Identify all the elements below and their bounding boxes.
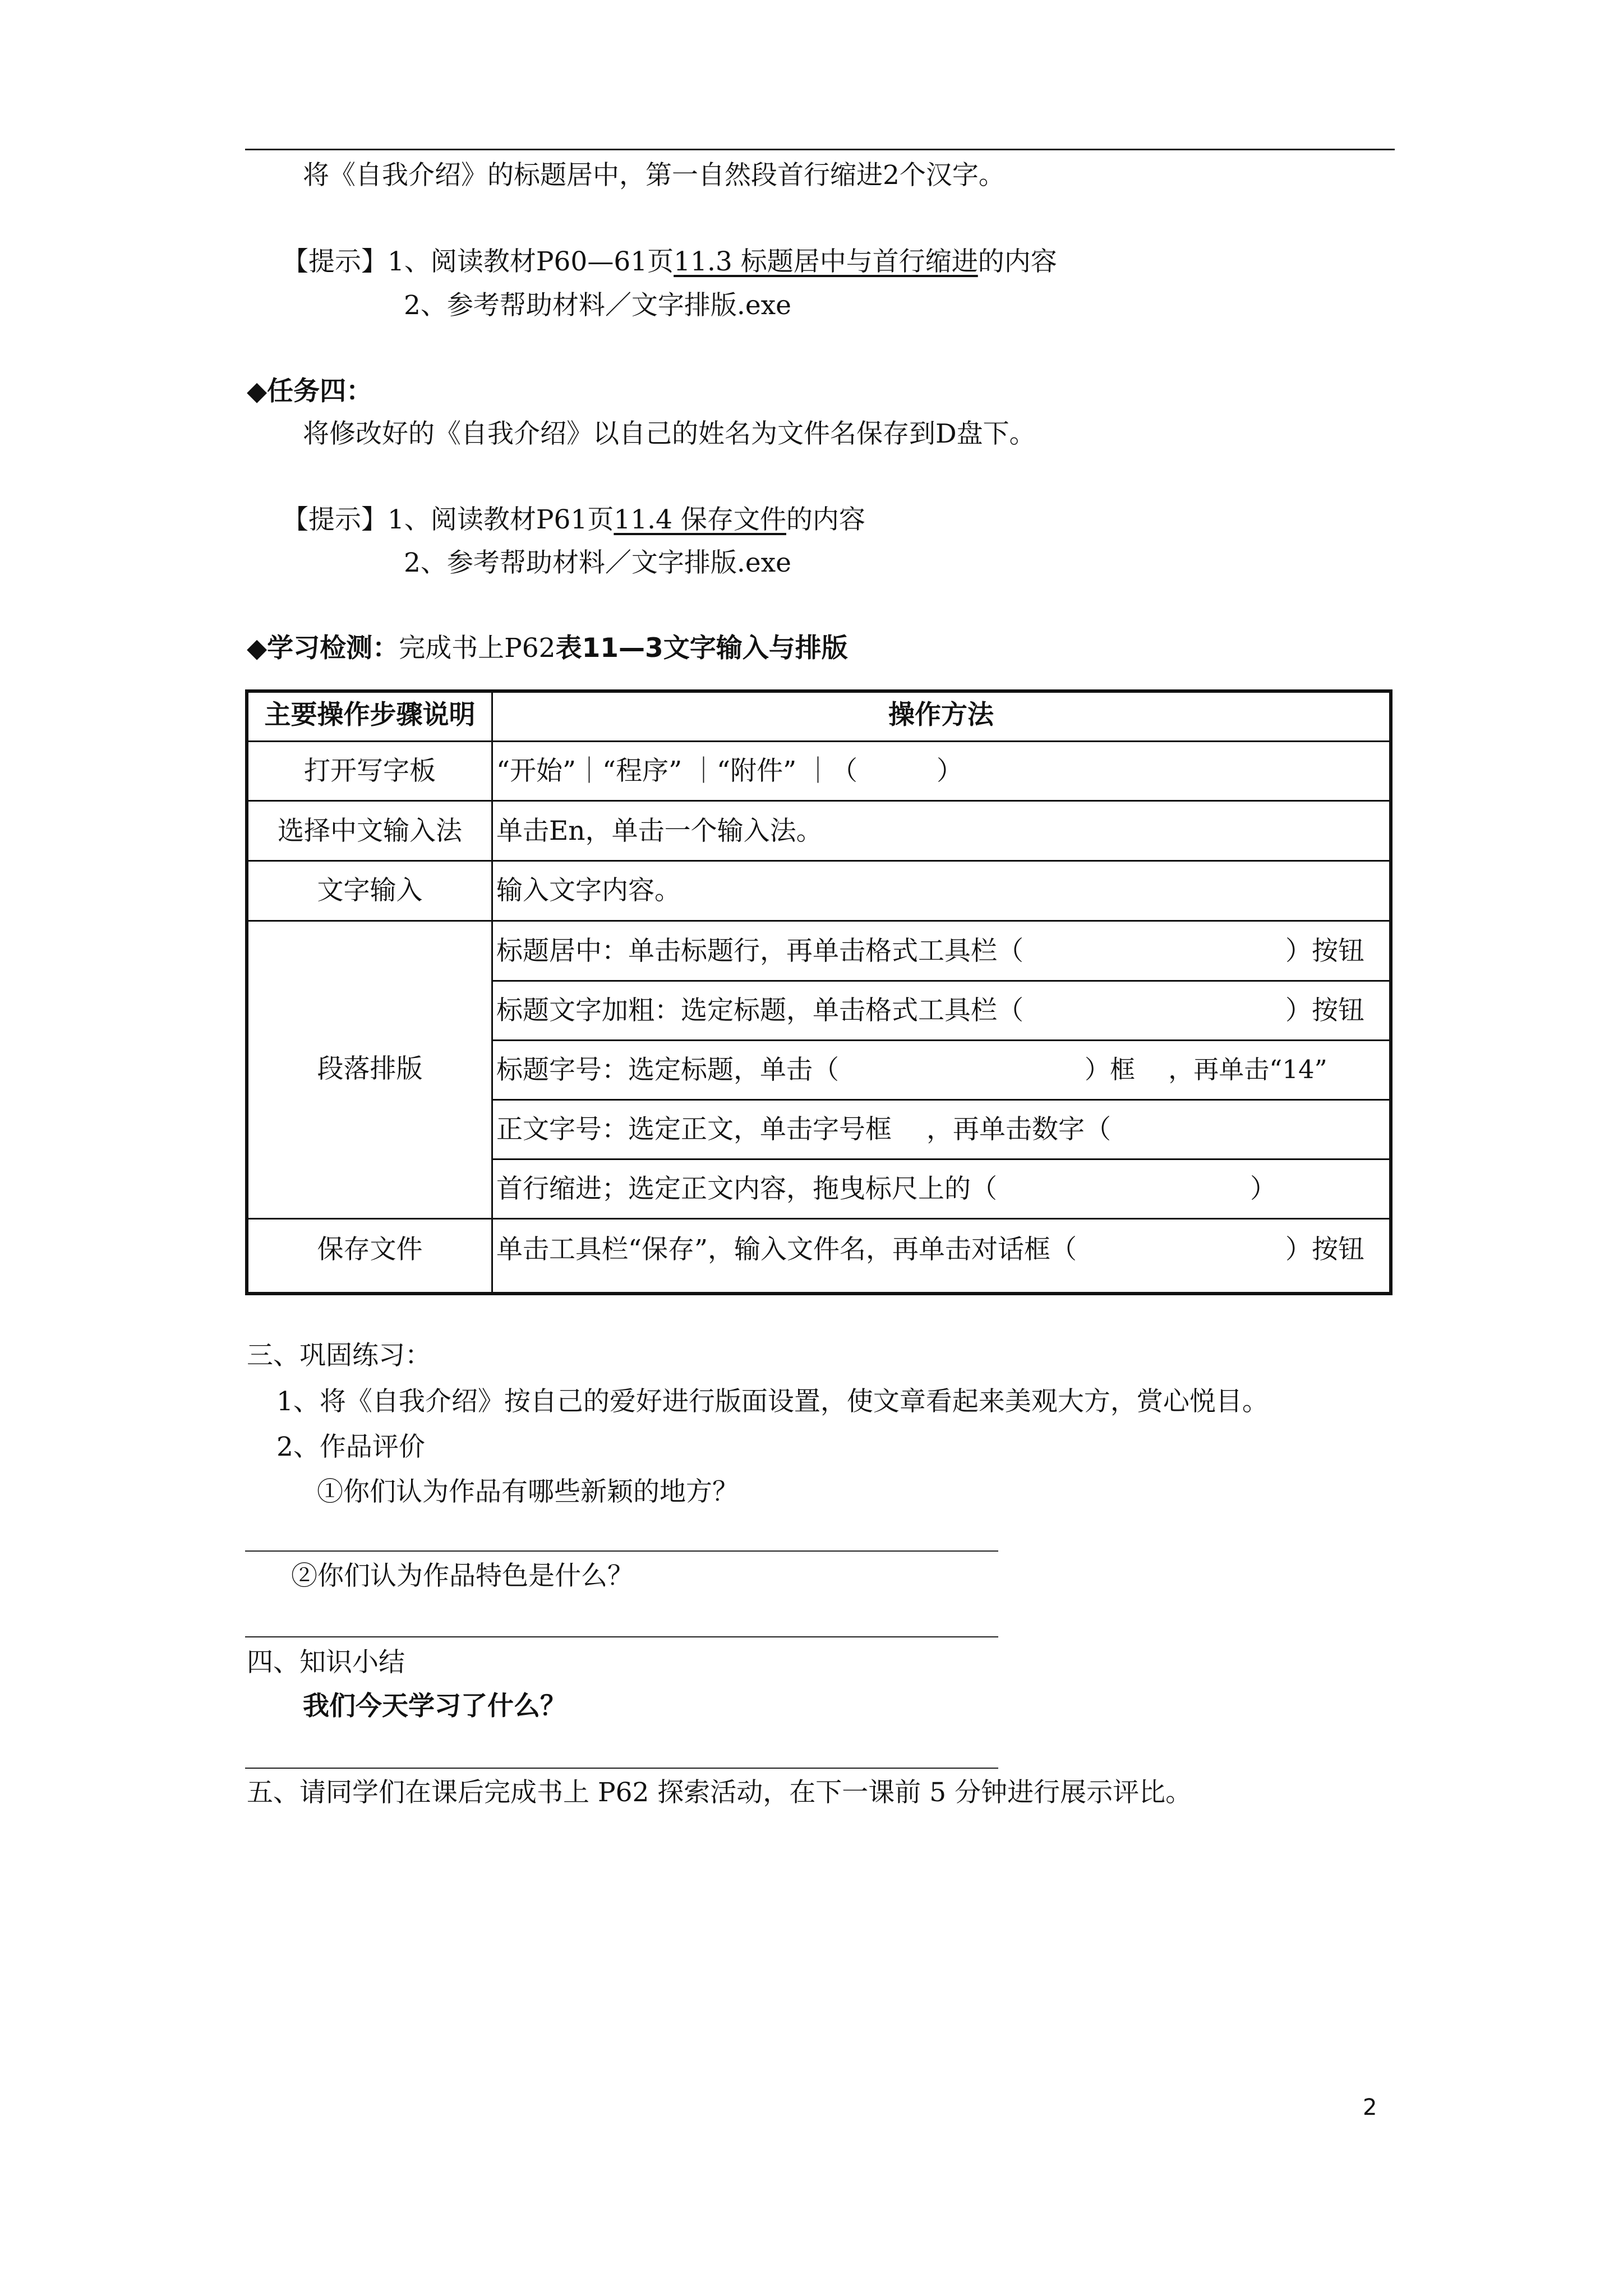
task3-hint-prefix: 【提示】1、阅读教材P60—61页 <box>282 246 674 277</box>
paragraph-method-tail: ） <box>1250 1174 1276 1204</box>
practice-question1: ①你们认为作品有哪些新颖的地方？ <box>317 1476 739 1507</box>
task4-hint-suffix: 的内容 <box>786 504 865 535</box>
page-number: 2 <box>1363 2095 1377 2120</box>
table-row-divider <box>245 920 1393 922</box>
practice-item1: 1、将《自我介绍》按自己的爱好进行版面设置，使文章看起来美观大方，赏心悦目。 <box>276 1386 1269 1417</box>
table-row-divider <box>245 800 1393 802</box>
table-cell-step: 选择中文输入法 <box>278 816 462 846</box>
table-cell-step-paragraph: 段落排版 <box>317 1053 423 1084</box>
check-heading-bold2: 表11—3文字输入与排版 <box>555 633 848 664</box>
table-cell-method: 输入文字内容。 <box>496 875 681 906</box>
summary-question: 我们今天学习了什么？ <box>303 1691 566 1722</box>
paragraph-method: 标题居中：单击标题行，再单击格式工具栏（ <box>496 936 1023 967</box>
table-row-divider <box>245 860 1393 862</box>
practice-question2: ②你们认为作品特色是什么？ <box>291 1561 634 1591</box>
check-heading-normal: 完成书上P62 <box>399 633 556 664</box>
paragraph-method-tail: ）按钮 <box>1285 936 1364 967</box>
table-subrow-divider <box>491 1099 1393 1101</box>
answer-line-1 <box>245 1550 998 1552</box>
save-method: 单击工具栏“保存”，输入文件名，再单击对话框（ <box>496 1234 1077 1265</box>
paragraph-method: 首行缩进；选定正文内容，拖曳标尺上的（ <box>496 1174 997 1204</box>
paragraph-method: 标题文字加粗：选定标题，单击格式工具栏（ <box>496 995 1023 1026</box>
table-subrow-divider <box>491 1158 1393 1160</box>
task4-hint2: 2、参考帮助材料／文字排版.exe <box>404 547 791 578</box>
table-row-divider <box>245 740 1393 742</box>
table-cell-step: 打开写字板 <box>304 756 436 786</box>
paragraph-method: 正文字号：选定正文，单击字号框 ，再单击数字（ <box>496 1114 1111 1145</box>
table-cell-step: 文字输入 <box>317 875 423 906</box>
table-cell-method: “开始”｜“程序” ｜“附件” ｜（ ） <box>496 756 963 786</box>
answer-line-3 <box>245 1768 998 1769</box>
table-cell-step-save: 保存文件 <box>317 1234 423 1265</box>
task4-hint-prefix: 【提示】1、阅读教材P61页 <box>282 504 614 535</box>
check-heading <box>247 633 848 664</box>
table-header-step: 主要操作步骤说明 <box>264 700 476 730</box>
table-subrow-divider <box>491 980 1393 982</box>
operations-table <box>245 689 1393 1295</box>
table-cell-method: 单击En，单击一个输入法。 <box>496 816 823 846</box>
table-row-divider <box>245 1218 1393 1220</box>
answer-line-2 <box>245 1636 998 1637</box>
task4-heading: ◆任务四： <box>247 376 373 407</box>
task3-hint-link: 11.3 标题居中与首行缩进 <box>674 246 978 277</box>
practice-item2: 2、作品评价 <box>276 1432 425 1462</box>
task3-hint2: 2、参考帮助材料／文字排版.exe <box>404 290 791 321</box>
practice-heading: 三、巩固练习： <box>247 1340 431 1371</box>
task3-hint-suffix: 的内容 <box>978 246 1057 277</box>
table-column-divider <box>491 689 493 1295</box>
summary-heading: 四、知识小结 <box>247 1647 405 1678</box>
paragraph-method: 标题字号：选定标题，单击（ <box>496 1055 839 1085</box>
paragraph-method-tail: ）按钮 <box>1285 995 1364 1026</box>
table-subrow-divider <box>491 1039 1393 1041</box>
task3-hint <box>282 246 1057 277</box>
paragraph-method-tail: ）框 ，再单击“14” <box>1085 1055 1327 1084</box>
task4-instruction: 将修改好的《自我介绍》以自己的姓名为文件名保存到D盘下。 <box>303 418 1036 449</box>
check-heading-bold: ◆学习检测： <box>247 633 399 664</box>
task4-hint <box>282 504 865 535</box>
section5-text: 五、请同学们在课后完成书上 P62 探索活动，在下一课前 5 分钟进行展示评比。 <box>247 1777 1192 1808</box>
top-rule <box>245 149 1395 150</box>
task3-instruction: 将《自我介绍》的标题居中，第一自然段首行缩进2个汉字。 <box>303 160 1005 191</box>
save-method-tail: ）按钮 <box>1285 1234 1364 1265</box>
task4-hint-link: 11.4 保存文件 <box>614 504 786 535</box>
table-header-method: 操作方法 <box>888 700 994 730</box>
